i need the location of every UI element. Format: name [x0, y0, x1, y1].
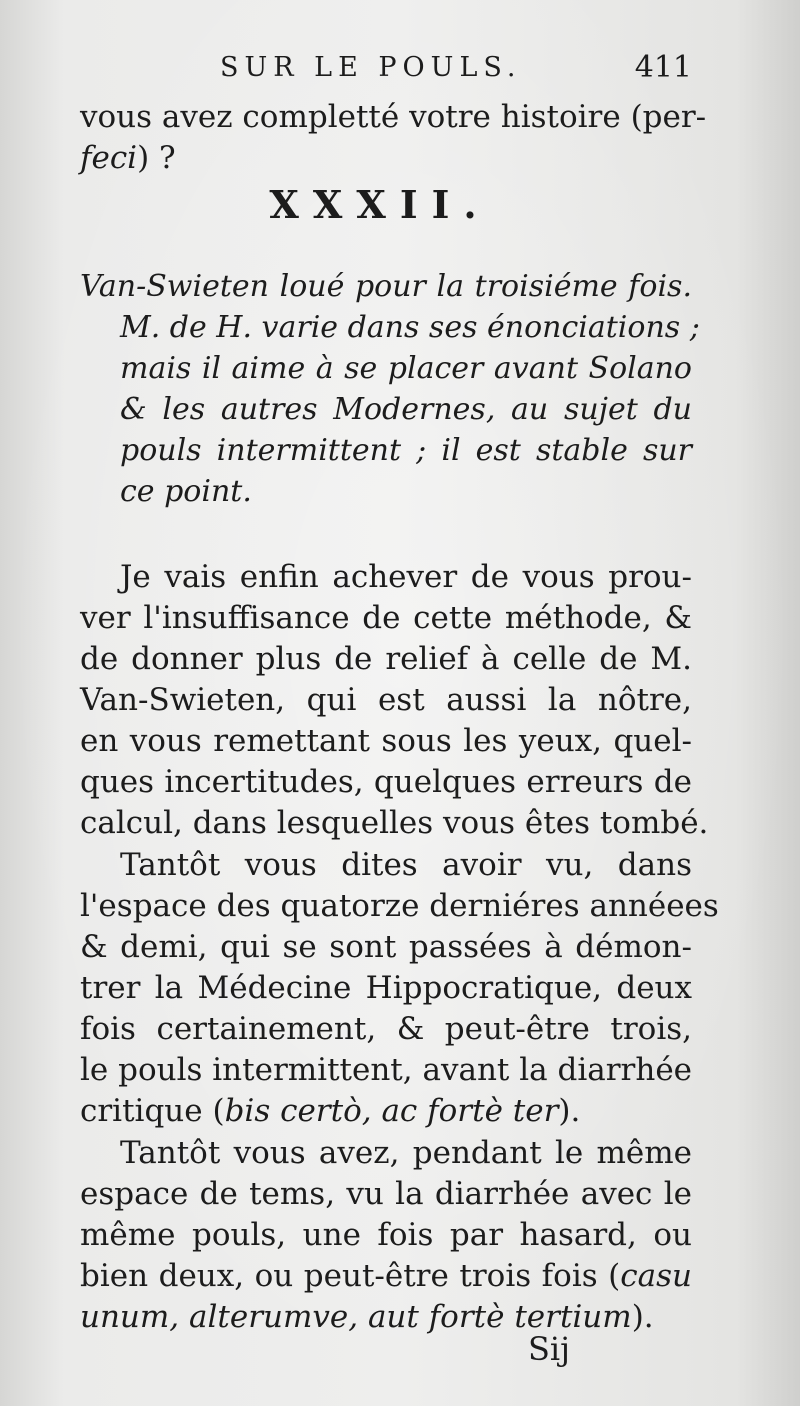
summary-line: mais il aime à se placer avant Solano	[120, 351, 692, 386]
summary-line: pouls intermittent ; il est stable sur	[120, 433, 692, 468]
paragraph-2	[80, 845, 719, 1132]
text-line: ver l'insuffisance de cette méthode, &	[80, 600, 692, 636]
paragraph-1	[80, 557, 709, 844]
text-line: trer la Médecine Hippocratique, deux	[80, 970, 692, 1006]
text-line	[80, 1297, 692, 1338]
text-line: & demi, qui se sont passées à démon-	[80, 929, 692, 965]
text-line: Tantôt vous avez, pendant le même	[120, 1135, 692, 1171]
summary-line: Van-Swieten loué pour la troisiéme fois.	[80, 269, 692, 304]
italic-word: feci	[80, 140, 138, 176]
text-fragment: bien deux, ou peut-être trois fois (	[80, 1258, 621, 1294]
summary-line: & les autres Modernes, au sujet du	[120, 392, 692, 427]
text-fragment: critique (	[80, 1093, 225, 1129]
page-number: 411	[634, 50, 692, 85]
text-line: ques incertitudes, quelques erreurs de	[80, 764, 692, 800]
text-line: Van-Swieten, qui est aussi la nôtre,	[80, 682, 692, 718]
text-fragment: ).	[558, 1093, 581, 1129]
text-line: calcul, dans lesquelles vous êtes tombé.	[80, 805, 709, 841]
latin-quote: unum, alterumve, aut fortè tertium	[80, 1299, 632, 1335]
section-heading: XXXII.	[269, 182, 491, 227]
text-line: Tantôt vous dites avoir vu, dans	[120, 847, 692, 883]
latin-quote: bis certò, ac fortè ter	[224, 1093, 559, 1129]
text-line: espace de tems, vu la diarrhée avec le	[80, 1176, 692, 1212]
page-header	[80, 52, 692, 92]
section-summary	[80, 266, 700, 512]
summary-line: ce point.	[120, 474, 252, 509]
running-title: SUR LE POULS.	[220, 52, 522, 83]
text-line: en vous remettant sous les yeux, quel-	[80, 723, 692, 759]
text-line	[80, 1256, 692, 1297]
text-fragment: ).	[631, 1299, 654, 1335]
carryover-text	[80, 97, 707, 179]
text-line: l'espace des quatorze derniéres annéees	[80, 888, 719, 924]
text-line	[80, 1091, 692, 1132]
text-line: Je vais enfin achever de vous prou-	[120, 559, 692, 595]
signature-mark: Sij	[528, 1330, 571, 1368]
text-line	[80, 138, 692, 179]
text-line: de donner plus de relief à celle de M.	[80, 641, 692, 677]
paragraph-3	[80, 1133, 692, 1338]
text-line: même pouls, une fois par hasard, ou	[80, 1217, 692, 1253]
summary-line: M. de H. varie dans ses énonciations ;	[120, 310, 700, 345]
text-line: vous avez completté votre histoire (per-	[80, 99, 707, 135]
text-fragment: ) ?	[137, 140, 176, 176]
latin-quote: casu	[620, 1258, 692, 1294]
text-line: le pouls intermittent, avant la diarrhée	[80, 1052, 693, 1088]
text-line: fois certainement, & peut-être trois,	[80, 1011, 692, 1047]
